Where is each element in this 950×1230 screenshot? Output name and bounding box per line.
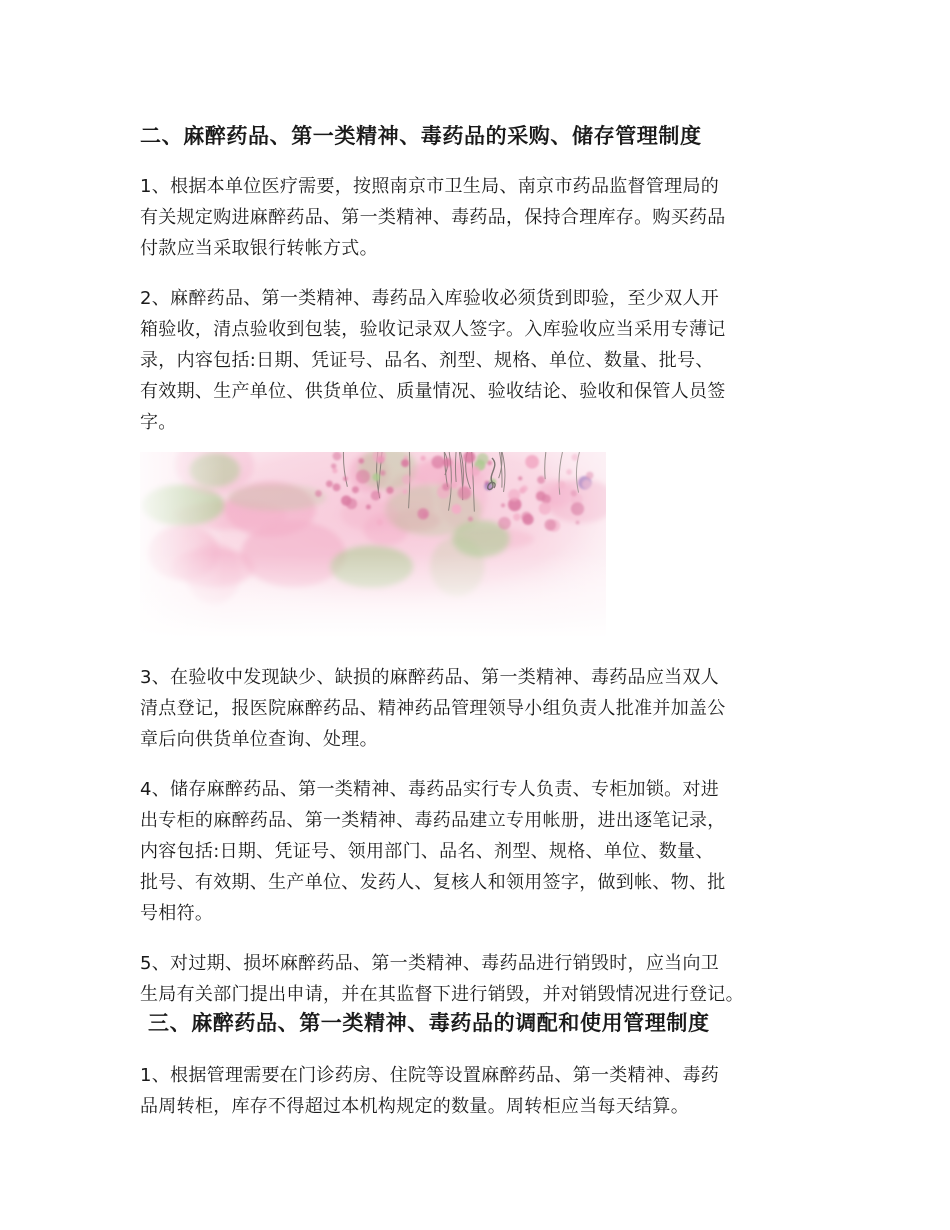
text-line: 生局有关部门提出申请，并在其监督下进行销毁，并对销毁情况进行登记。 [140, 984, 744, 1005]
text-line: 5、对过期、损坏麻醉药品、第一类精神、毒药品进行销毁时，应当向卫 [140, 953, 720, 974]
floral-watercolor-icon [140, 452, 606, 638]
text-line: 内容包括:日期、凭证号、领用部门、品名、剂型、规格、单位、数量、 [140, 841, 714, 862]
paragraph-2-5 [140, 948, 830, 1010]
text-line: 2、麻醉药品、第一类精神、毒药品入库验收必须货到即验，至少双人开 [140, 288, 720, 309]
text-line: 清点登记，报医院麻醉药品、精神药品管理领导小组负责人批准并加盖公 [140, 698, 726, 719]
text-line: 批号、有效期、生产单位、发药人、复核人和领用签字，做到帐、物、批 [140, 872, 726, 893]
text-line: 章后向供货单位查询、处理。 [140, 729, 378, 750]
section-heading-2: 二、麻醉药品、第一类精神、毒药品的采购、储存管理制度 [140, 124, 702, 148]
section-heading-3: 三、麻醉药品、第一类精神、毒药品的调配和使用管理制度 [148, 1011, 710, 1035]
text-line: 3、在验收中发现缺少、缺损的麻醉药品、第一类精神、毒药品应当双人 [140, 667, 720, 688]
text-line: 有关规定购进麻醉药品、第一类精神、毒药品，保持合理库存。购买药品 [140, 207, 726, 228]
text-line: 4、储存麻醉药品、第一类精神、毒药品实行专人负责、专柜加锁。对进 [140, 779, 720, 800]
text-line: 1、根据本单位医疗需要，按照南京市卫生局、南京市药品监督管理局的 [140, 176, 720, 197]
floral-banner-image [140, 452, 606, 638]
paragraph-2-4 [140, 774, 830, 929]
text-line: 出专柜的麻醉药品、第一类精神、毒药品建立专用帐册，进出逐笔记录， [140, 810, 726, 831]
text-line: 录，内容包括:日期、凭证号、品名、剂型、规格、单位、数量、批号、 [140, 350, 714, 371]
paragraph-2-3 [140, 662, 830, 755]
text-line: 品周转柜，库存不得超过本机构规定的数量。周转柜应当每天结算。 [140, 1096, 689, 1117]
text-line: 1、根据管理需要在门诊药房、住院等设置麻醉药品、第一类精神、毒药 [140, 1065, 720, 1086]
paragraph-2-1 [140, 171, 830, 264]
paragraph-2-2 [140, 283, 830, 438]
text-line: 号相符。 [140, 903, 214, 924]
text-line: 字。 [140, 412, 177, 433]
text-line: 有效期、生产单位、供货单位、质量情况、验收结论、验收和保管人员签 [140, 381, 726, 402]
text-line: 付款应当采取银行转帐方式。 [140, 238, 378, 259]
paragraph-3-1 [140, 1060, 830, 1122]
text-line: 箱验收，清点验收到包装，验收记录双人签字。入库验收应当采用专薄记 [140, 319, 726, 340]
